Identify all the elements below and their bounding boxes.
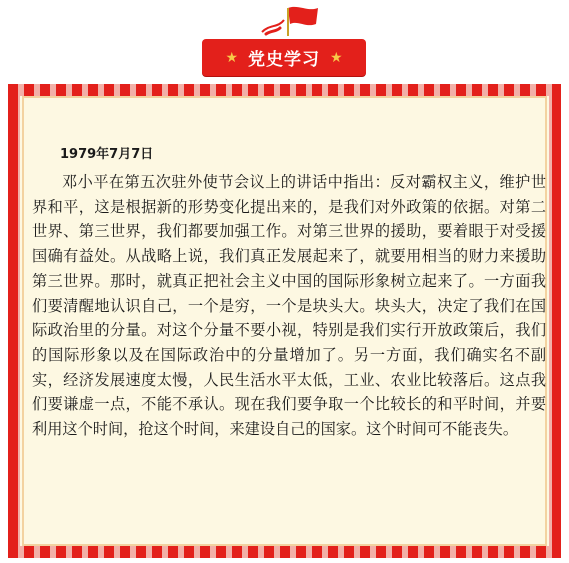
article (32, 146, 546, 442)
article-body: 邓小平在第五次驻外使节会议上的讲话中指出：反对霸权主义，维护世界和平，这是根据新的形势变化提出来的，是我们对外政策的依据。对第二世界、第三世界，我们都要加强工作。对第三世界的援助，要着眼于对受援国确有益处。从战略上说，我们真正发展起来了，就要用相当的财力来援助第三世界。那时，就真正把社会主义中国的国际形象树立起来了。一方面我们要清醒地认识自己，一个是穷，一个是块头大。块头大，决定了我们在国际政治里的分量。对这个分量不要小视，特别是我们实行开放政策后，我们的国际形象以及在国际政治中的分量增加了。另一方面，我们确实名不副实，经济发展速度太慢，人民生活水平太低，工业、农业比较落后。这点我们要谦虚一点，不能不承认。现在我们要争取一个比较长的和平时间，并要利用这个时间，抢这个时间，来建设自己的国家。这个时间可不能丧失。 (32, 173, 546, 439)
party-flag-emblem-icon (258, 2, 322, 40)
star-icon: ★ (330, 49, 343, 66)
article-date: 1979年7月7日 (60, 147, 154, 162)
section-title: 党史学习 (248, 50, 320, 70)
section-title-badge (202, 39, 366, 76)
star-icon: ★ (225, 49, 238, 66)
